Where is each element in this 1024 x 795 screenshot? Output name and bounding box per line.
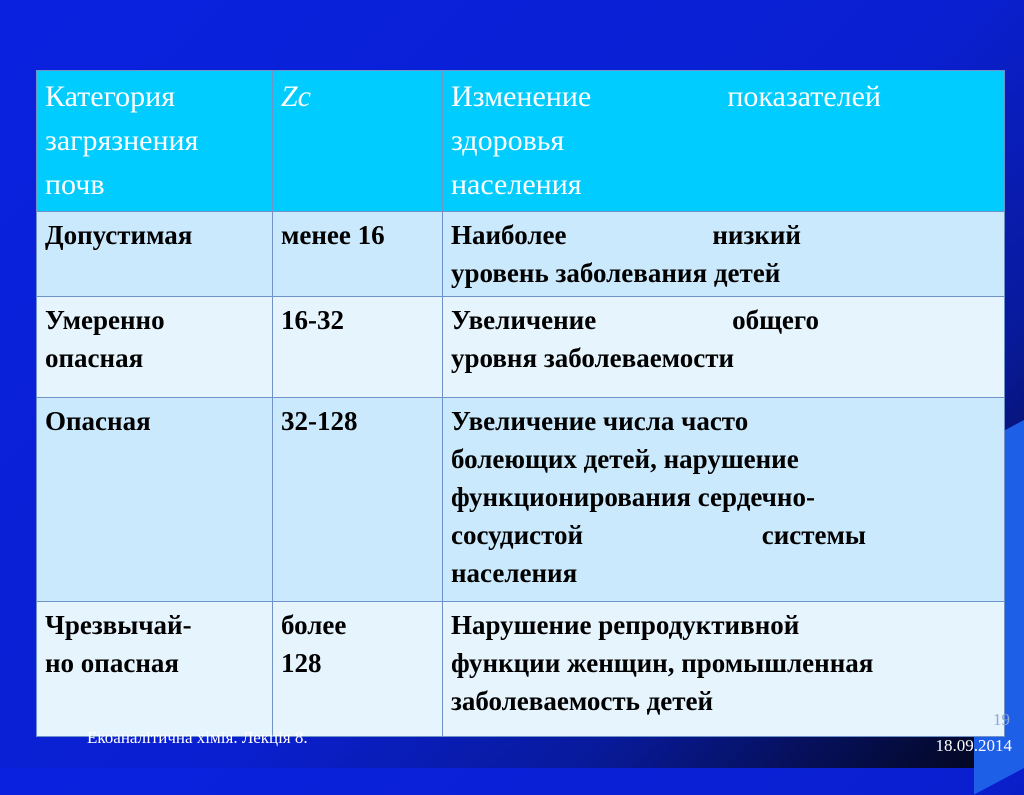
cell-text: населения [451,558,578,588]
cell-category [37,297,273,398]
footer-date: 18.09.2014 [935,736,1012,755]
cell-text: 32-128 [281,406,358,436]
cell-text: менее 16 [281,220,385,250]
cell-text: Увеличение общего [451,305,819,335]
cell-health-change [443,398,1005,602]
cell-zc [273,602,443,737]
cell-text-line [451,516,866,554]
cell-text: 128 [281,648,322,678]
cell-health-change [443,602,1005,737]
header-health-change [443,71,1005,212]
table-row [37,297,1005,398]
table-row [37,602,1005,737]
cell-text: функции женщин, промышленная [451,648,874,678]
cell-text: функционирования сердечно- [451,482,815,512]
cell-text: уровня заболеваемости [451,343,735,373]
cell-text: уровень заболевания детей [451,258,781,288]
header-category [37,71,273,212]
soil-pollution-table [36,70,1005,737]
header-health-word: Изменение [451,80,592,113]
cell-zc [273,398,443,602]
cell-text: Наиболее низкий [451,220,801,250]
cell-category [37,602,273,737]
header-health-line: здоровья [451,124,565,157]
header-category-line: загрязнения [45,124,199,157]
cell-category [37,212,273,297]
table-row [37,398,1005,602]
cell-text: более [281,610,347,640]
cell-text: Увеличение числа часто [451,406,749,436]
cell-category [37,398,273,602]
cell-health-change [443,297,1005,398]
cell-text: Чрезвычай- [45,610,192,640]
header-health-line: населения [451,168,582,201]
cell-zc [273,297,443,398]
cell-text: болеющих детей, нарушение [451,444,799,474]
cell-health-change [443,212,1005,297]
header-zc: Zc [273,71,443,212]
header-health-word: показателей [727,80,881,113]
cell-zc [273,212,443,297]
cell-text: опасная [45,343,144,373]
cell-text: Нарушение репродуктивной [451,610,800,640]
cell-text: заболеваемость детей [451,686,714,716]
cell-text-line [451,216,801,254]
cell-text: Умеренно [45,305,165,335]
cell-text-line [451,301,819,339]
cell-text: Допустимая [45,220,193,250]
header-category-line: Категория [45,80,175,113]
table-header-row [37,71,1005,212]
footer-course-title: Екоаналітична хімія. Лекція 8. [87,728,308,747]
table-row [37,212,1005,297]
cell-text: 16-32 [281,305,344,335]
cell-text: сосудистой системы [451,520,866,550]
header-health-line [451,75,881,119]
slide-number: 19 [993,710,1010,729]
header-category-line: почв [45,168,105,201]
cell-text: Опасная [45,406,151,436]
cell-text: но опасная [45,648,180,678]
